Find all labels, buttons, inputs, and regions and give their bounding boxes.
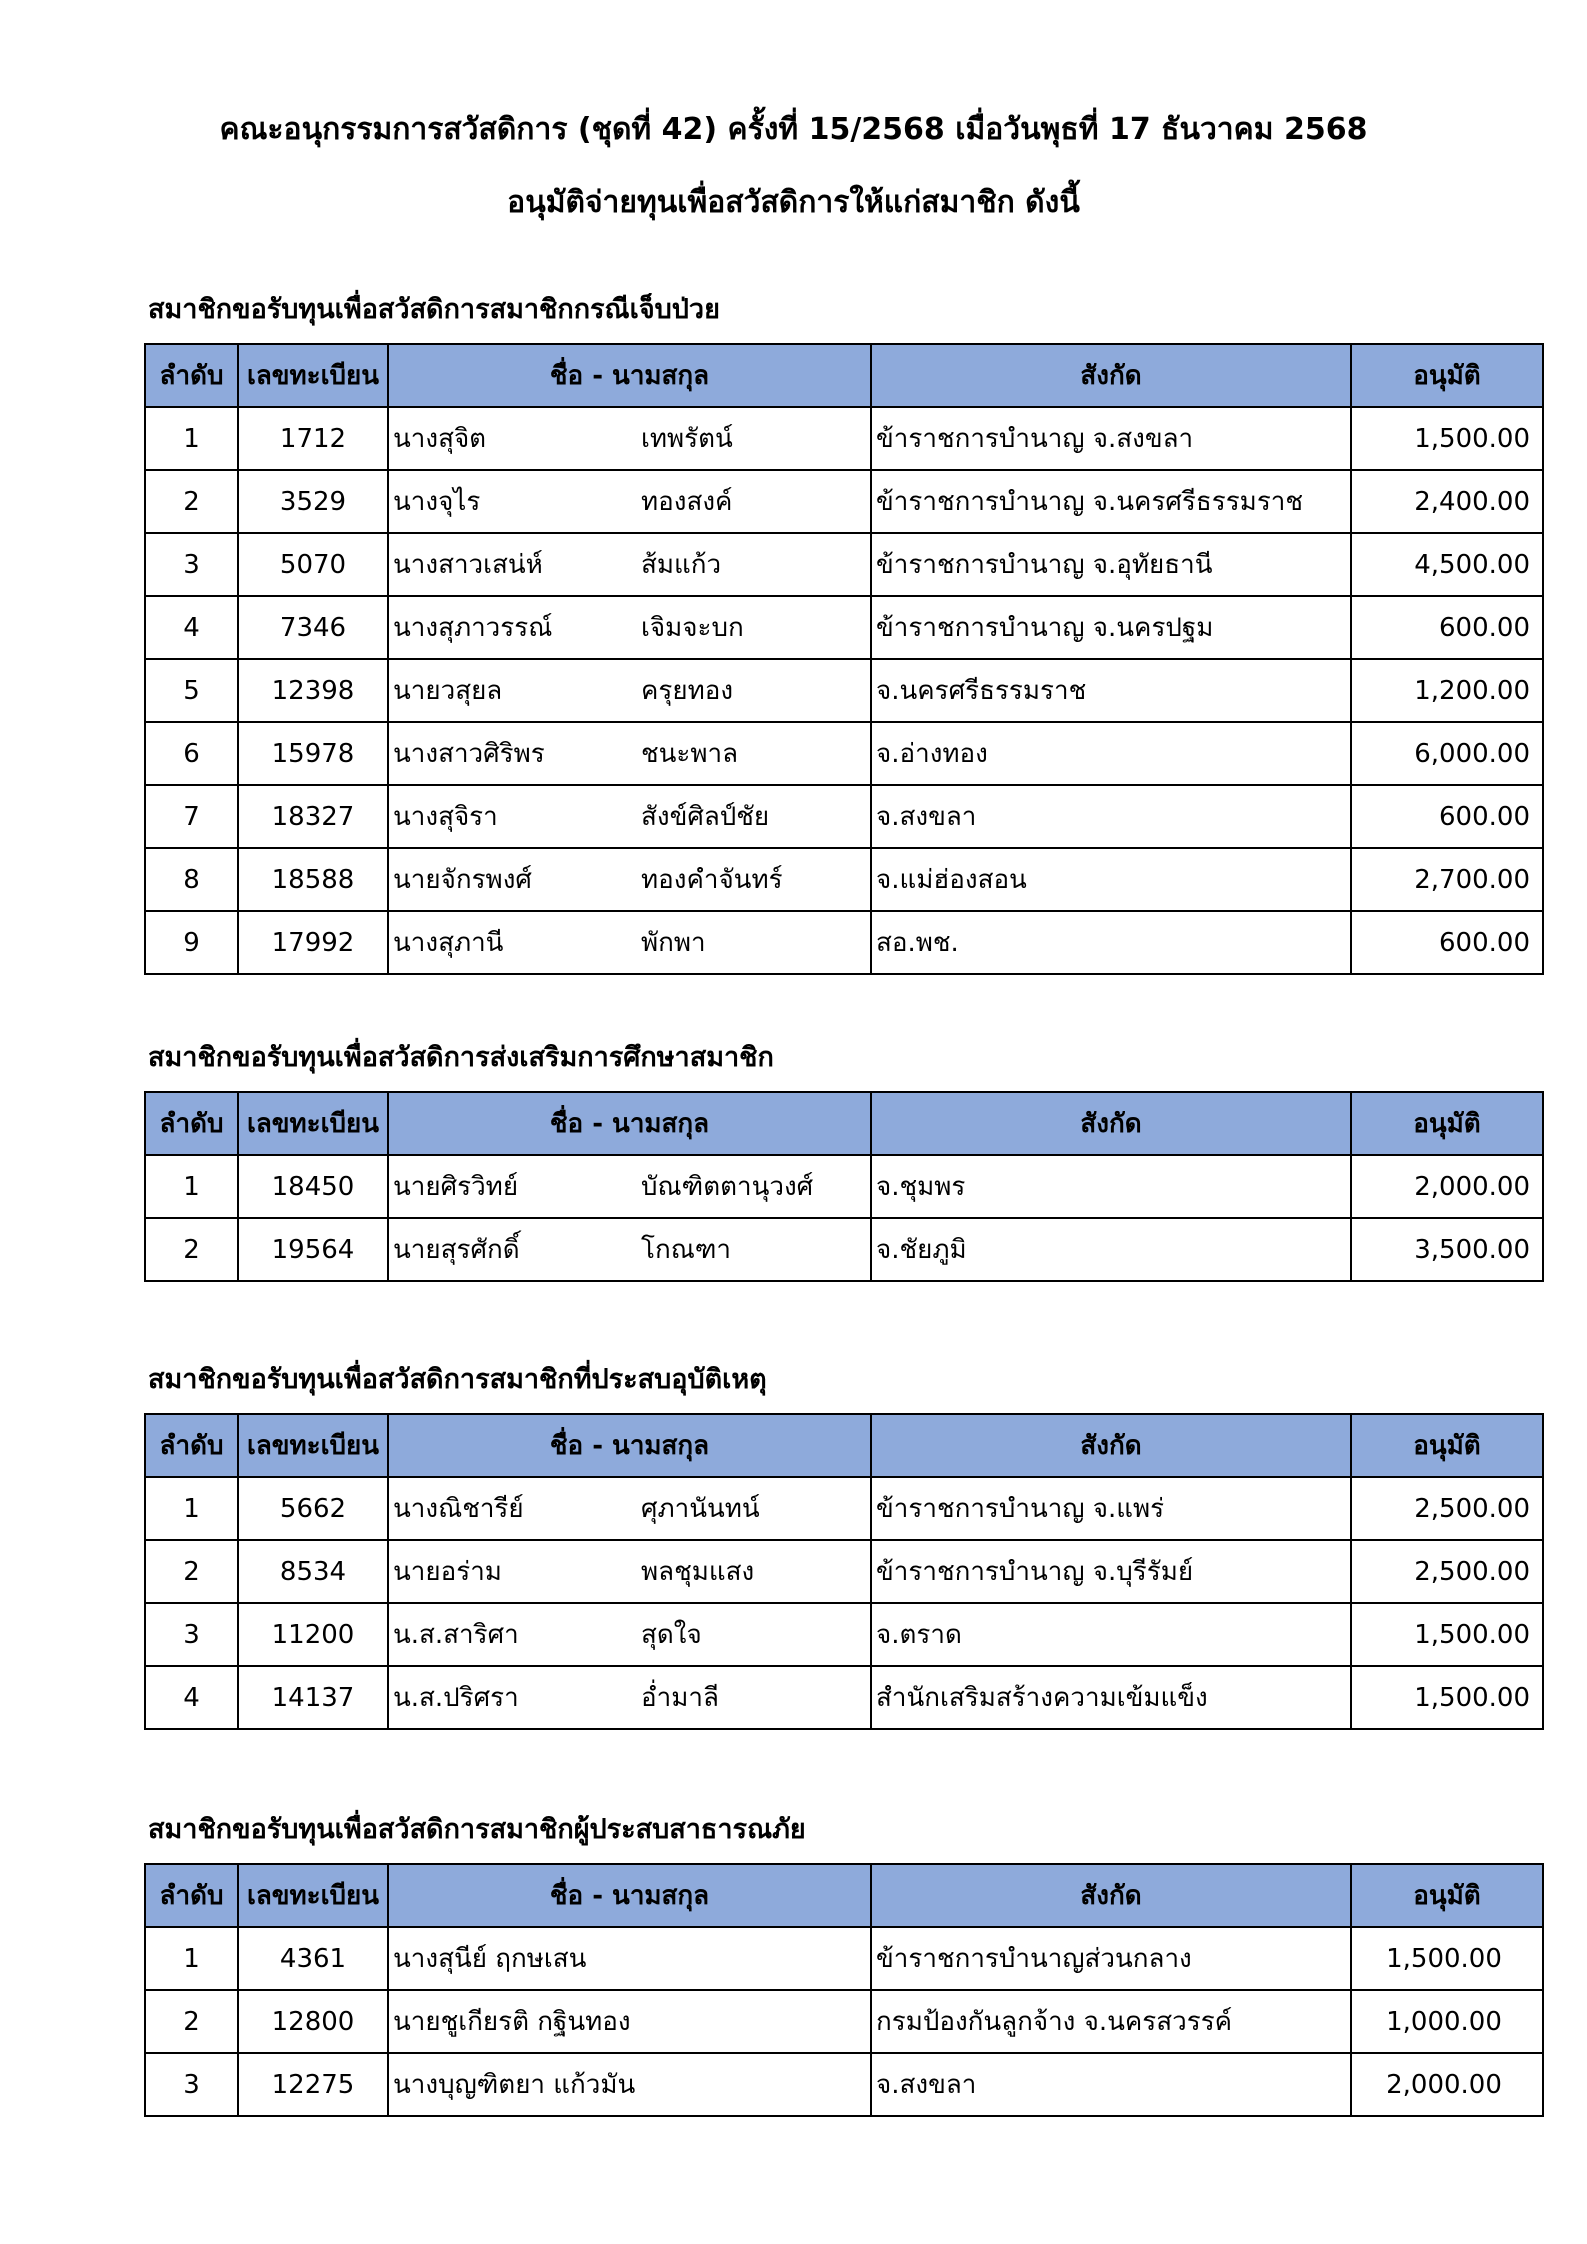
header-affiliation: สังกัด — [871, 1864, 1351, 1927]
header-approved: อนุมัติ — [1351, 1864, 1543, 1927]
cell-approved-amount: 1,500.00 — [1351, 407, 1543, 470]
header-no: ลำดับ — [145, 1414, 238, 1477]
first-name: นางณิชารีย์ — [393, 1494, 524, 1524]
cell-affiliation: ข้าราชการบำนาญ จ.บุรีรัมย์ — [871, 1540, 1351, 1603]
table-row — [145, 596, 1543, 659]
last-name: ทองคำจันทร์ — [641, 865, 783, 895]
cell-approved-amount: 1,500.00 — [1351, 1603, 1543, 1666]
cell-registration: 12398 — [238, 659, 388, 722]
table-row — [145, 848, 1543, 911]
cell-registration: 18327 — [238, 785, 388, 848]
cell-name — [388, 470, 871, 533]
table-header-row — [145, 1414, 1543, 1477]
cell-affiliation: สำนักเสริมสร้างความเข้มแข็ง — [871, 1666, 1351, 1729]
document-title: คณะอนุกรรมการสวัสดิการ (ชุดที่ 42) ครั้งที่ 15/2568 เมื่อวันพุธที่ 17 ธันวาคม 2568 — [219, 112, 1368, 147]
header-affiliation: สังกัด — [871, 344, 1351, 407]
cell-affiliation: จ.สงขลา — [871, 785, 1351, 848]
cell-no: 2 — [145, 470, 238, 533]
last-name: สังข์ศิลป์ชัย — [641, 802, 770, 832]
cell-name — [388, 596, 871, 659]
cell-no: 9 — [145, 911, 238, 974]
first-name: นางสุจิรา — [393, 802, 498, 832]
last-name: เจิมจะบก — [641, 613, 744, 643]
table-disaster — [144, 1863, 1544, 2117]
section-title-accident: สมาชิกขอรับทุนเพื่อสวัสดิการสมาชิกที่ประสบอุบัติเหตุ — [148, 1364, 767, 1395]
cell-registration: 5070 — [238, 533, 388, 596]
cell-no: 3 — [145, 533, 238, 596]
cell-affiliation: จ.ชัยภูมิ — [871, 1218, 1351, 1281]
cell-affiliation: ข้าราชการบำนาญ จ.นครปฐม — [871, 596, 1351, 659]
first-name: นายศิรวิทย์ — [393, 1172, 519, 1202]
header-approved: อนุมัติ — [1351, 344, 1543, 407]
table-row — [145, 533, 1543, 596]
header-no: ลำดับ — [145, 1864, 238, 1927]
cell-approved-amount: 4,500.00 — [1351, 533, 1543, 596]
table-row — [145, 1218, 1543, 1281]
first-name: นายจักรพงศ์ — [393, 865, 532, 895]
cell-approved-amount: 2,500.00 — [1351, 1540, 1543, 1603]
last-name: ส้มแก้ว — [641, 550, 722, 580]
first-name: น.ส.ปริศรา — [393, 1683, 519, 1713]
cell-registration: 17992 — [238, 911, 388, 974]
cell-name: นางบุญฑิตยา แก้วมัน — [388, 2053, 871, 2116]
cell-approved-amount: 1,200.00 — [1351, 659, 1543, 722]
table-row — [145, 785, 1543, 848]
first-name: นางสาวศิริพร — [393, 739, 545, 769]
header-name: ชื่อ - นามสกุล — [388, 344, 871, 407]
cell-affiliation: จ.สงขลา — [871, 2053, 1351, 2116]
cell-approved-amount: 2,700.00 — [1351, 848, 1543, 911]
cell-name — [388, 1218, 871, 1281]
table-row — [145, 1477, 1543, 1540]
section-title-disaster: สมาชิกขอรับทุนเพื่อสวัสดิการสมาชิกผู้ประสบสาธารณภัย — [148, 1814, 806, 1845]
header-no: ลำดับ — [145, 344, 238, 407]
section-title-illness: สมาชิกขอรับทุนเพื่อสวัสดิการสมาชิกกรณีเจ็บป่วย — [148, 294, 720, 325]
cell-name — [388, 722, 871, 785]
table-row — [145, 1666, 1543, 1729]
cell-no: 1 — [145, 1155, 238, 1218]
cell-approved-amount: 2,500.00 — [1351, 1477, 1543, 1540]
cell-no: 5 — [145, 659, 238, 722]
cell-registration: 12275 — [238, 2053, 388, 2116]
header-registration: เลขทะเบียน — [238, 1092, 388, 1155]
cell-approved-amount: 3,500.00 — [1351, 1218, 1543, 1281]
header-approved: อนุมัติ — [1351, 1092, 1543, 1155]
table-row — [145, 911, 1543, 974]
cell-name — [388, 1666, 871, 1729]
table-row — [145, 1540, 1543, 1603]
table-header-row — [145, 1092, 1543, 1155]
cell-no: 8 — [145, 848, 238, 911]
cell-approved-amount: 2,000.00 — [1351, 1155, 1543, 1218]
cell-name — [388, 407, 871, 470]
cell-registration: 1712 — [238, 407, 388, 470]
first-name: นายวสุยล — [393, 676, 503, 706]
cell-affiliation: กรมป้องกันลูกจ้าง จ.นครสวรรค์ — [871, 1990, 1351, 2053]
cell-no: 2 — [145, 1540, 238, 1603]
cell-affiliation: สอ.พช. — [871, 911, 1351, 974]
last-name: ทองสงค์ — [641, 487, 733, 517]
cell-name: นายชูเกียรติ กฐินทอง — [388, 1990, 871, 2053]
cell-registration: 18588 — [238, 848, 388, 911]
first-name: น.ส.สาริศา — [393, 1620, 519, 1650]
last-name: ชนะพาล — [641, 739, 739, 769]
header-name: ชื่อ - นามสกุล — [388, 1414, 871, 1477]
table-row — [145, 470, 1543, 533]
cell-affiliation: ข้าราชการบำนาญ จ.อุทัยธานี — [871, 533, 1351, 596]
first-name: นายสุรศักดิ์ — [393, 1235, 520, 1265]
last-name: ครุยทอง — [641, 676, 734, 706]
cell-registration: 19564 — [238, 1218, 388, 1281]
cell-affiliation: จ.ตราด — [871, 1603, 1351, 1666]
header-approved: อนุมัติ — [1351, 1414, 1543, 1477]
cell-no: 7 — [145, 785, 238, 848]
cell-no: 1 — [145, 1927, 238, 1990]
cell-registration: 15978 — [238, 722, 388, 785]
cell-name — [388, 533, 871, 596]
header-name: ชื่อ - นามสกุล — [388, 1864, 871, 1927]
table-education — [144, 1091, 1544, 1282]
cell-approved-amount: 6,000.00 — [1351, 722, 1543, 785]
cell-affiliation: ข้าราชการบำนาญ จ.แพร่ — [871, 1477, 1351, 1540]
table-header-row — [145, 344, 1543, 407]
table-row — [145, 2053, 1543, 2116]
cell-name — [388, 1155, 871, 1218]
cell-approved-amount: 600.00 — [1351, 596, 1543, 659]
cell-name — [388, 1603, 871, 1666]
cell-approved-amount: 1,500.00 — [1351, 1927, 1543, 1990]
cell-approved-amount: 1,000.00 — [1351, 1990, 1543, 2053]
cell-registration: 11200 — [238, 1603, 388, 1666]
cell-approved-amount: 1,500.00 — [1351, 1666, 1543, 1729]
header-registration: เลขทะเบียน — [238, 344, 388, 407]
cell-registration: 18450 — [238, 1155, 388, 1218]
cell-affiliation: ข้าราชการบำนาญส่วนกลาง — [871, 1927, 1351, 1990]
cell-registration: 4361 — [238, 1927, 388, 1990]
cell-no: 3 — [145, 1603, 238, 1666]
last-name: พลชุมแสง — [641, 1557, 755, 1587]
cell-no: 3 — [145, 2053, 238, 2116]
cell-affiliation: จ.ชุมพร — [871, 1155, 1351, 1218]
cell-approved-amount: 2,000.00 — [1351, 2053, 1543, 2116]
table-illness — [144, 343, 1544, 975]
last-name: เทพรัตน์ — [641, 424, 733, 454]
first-name: นางสาวเสน่ห์ — [393, 550, 543, 580]
cell-name — [388, 848, 871, 911]
table-header-row — [145, 1864, 1543, 1927]
first-name: นางจุไร — [393, 487, 481, 517]
table-row — [145, 1927, 1543, 1990]
cell-approved-amount: 600.00 — [1351, 911, 1543, 974]
last-name: สุดใจ — [641, 1620, 702, 1650]
cell-name — [388, 659, 871, 722]
last-name: อ่ำมาลี — [641, 1683, 719, 1713]
table-row — [145, 1155, 1543, 1218]
first-name: นางสุภาวรรณ์ — [393, 613, 553, 643]
cell-registration: 14137 — [238, 1666, 388, 1729]
cell-name: นางสุนีย์ ฤกษเสน — [388, 1927, 871, 1990]
cell-registration: 8534 — [238, 1540, 388, 1603]
cell-no: 4 — [145, 1666, 238, 1729]
cell-registration: 7346 — [238, 596, 388, 659]
cell-registration: 5662 — [238, 1477, 388, 1540]
table-row — [145, 722, 1543, 785]
cell-no: 6 — [145, 722, 238, 785]
cell-approved-amount: 2,400.00 — [1351, 470, 1543, 533]
header-affiliation: สังกัด — [871, 1414, 1351, 1477]
cell-no: 1 — [145, 1477, 238, 1540]
cell-affiliation: ข้าราชการบำนาญ จ.สงขลา — [871, 407, 1351, 470]
cell-no: 4 — [145, 596, 238, 659]
cell-no: 2 — [145, 1218, 238, 1281]
cell-no: 2 — [145, 1990, 238, 2053]
cell-name — [388, 785, 871, 848]
last-name: บัณฑิตตานุวงศ์ — [641, 1172, 814, 1202]
first-name: นางสุจิต — [393, 424, 487, 454]
cell-registration: 3529 — [238, 470, 388, 533]
header-affiliation: สังกัด — [871, 1092, 1351, 1155]
header-name: ชื่อ - นามสกุล — [388, 1092, 871, 1155]
table-row — [145, 659, 1543, 722]
header-registration: เลขทะเบียน — [238, 1414, 388, 1477]
first-name: นายอร่าม — [393, 1557, 502, 1587]
last-name: ศุภานันทน์ — [641, 1494, 760, 1524]
cell-affiliation: จ.แม่ฮ่องสอน — [871, 848, 1351, 911]
table-accident — [144, 1413, 1544, 1730]
header-registration: เลขทะเบียน — [238, 1864, 388, 1927]
last-name: พักพา — [641, 928, 706, 958]
cell-affiliation: จ.อ่างทอง — [871, 722, 1351, 785]
cell-name — [388, 911, 871, 974]
table-row — [145, 1603, 1543, 1666]
section-title-education: สมาชิกขอรับทุนเพื่อสวัสดิการส่งเสริมการศึกษาสมาชิก — [148, 1042, 774, 1073]
table-row — [145, 1990, 1543, 2053]
cell-affiliation: ข้าราชการบำนาญ จ.นครศรีธรรมราช — [871, 470, 1351, 533]
header-no: ลำดับ — [145, 1092, 238, 1155]
cell-name — [388, 1540, 871, 1603]
cell-affiliation: จ.นครศรีธรรมราช — [871, 659, 1351, 722]
cell-no: 1 — [145, 407, 238, 470]
last-name: โกณฑา — [641, 1235, 732, 1265]
cell-approved-amount: 600.00 — [1351, 785, 1543, 848]
table-row — [145, 407, 1543, 470]
cell-registration: 12800 — [238, 1990, 388, 2053]
document-subtitle: อนุมัติจ่ายทุนเพื่อสวัสดิการให้แก่สมาชิก ดังนี้ — [507, 185, 1080, 220]
first-name: นางสุภานี — [393, 928, 504, 958]
cell-name — [388, 1477, 871, 1540]
